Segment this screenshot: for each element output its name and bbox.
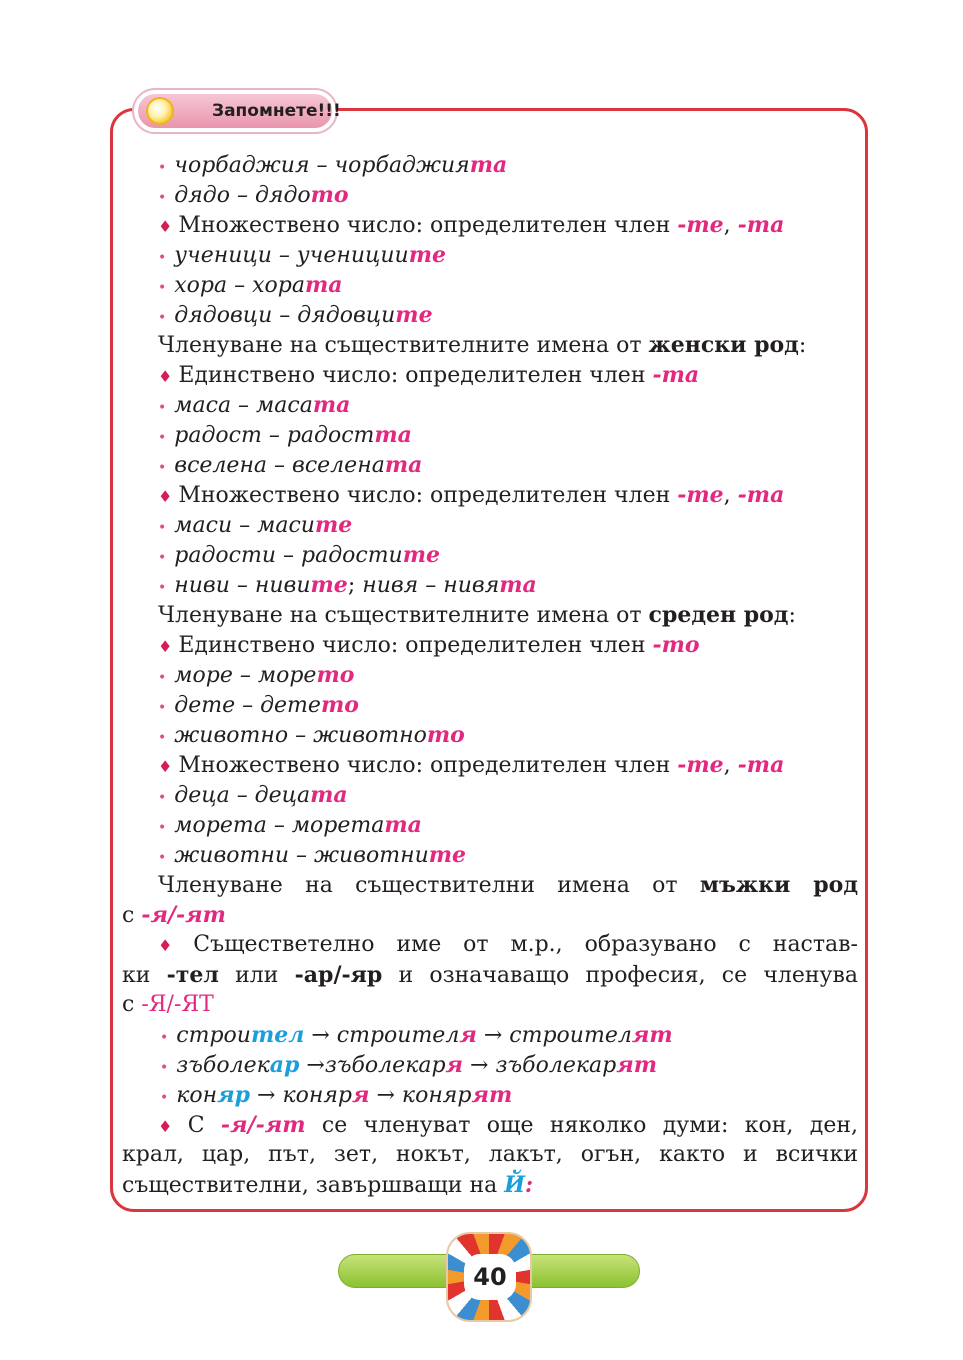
bullet-icon: • xyxy=(158,550,167,566)
bullet-icon: • xyxy=(160,1090,169,1106)
rule-line: ♦ С -я/-ят се членуват още няколко думи: кон, ден, xyxy=(158,1112,859,1138)
heading-line: Членуване на съществителни имена от мъжки род xyxy=(158,872,858,898)
bullet-icon: • xyxy=(158,310,167,326)
example-line: • маса – масата xyxy=(158,392,351,418)
example-line: • хора – хората xyxy=(158,272,343,298)
page-number: 40 xyxy=(473,1263,507,1291)
rule-line: ♦ Съществетелно име от м.р., образувано с настав- xyxy=(158,932,858,957)
bullet-icon: • xyxy=(158,430,167,446)
rule-line: ♦ Множествено число: определителен член -те, -та xyxy=(158,752,785,778)
diamond-icon: ♦ xyxy=(158,1117,182,1136)
diamond-icon: ♦ xyxy=(158,936,188,955)
lightbulb-icon xyxy=(146,97,174,125)
example-line: • маси – масите xyxy=(158,512,353,538)
rule-line: ♦ Единствено число: определителен член -то xyxy=(158,632,700,658)
example-line: • дете – детето xyxy=(158,692,359,718)
example-line: • ниви – нивите; нивя – нивята xyxy=(158,572,537,598)
remember-label: Запомнете!!! xyxy=(212,101,341,121)
bullet-icon: • xyxy=(158,520,167,536)
text-line: крал, цар, път, зет, нокът, лакът, огън, както и всички xyxy=(122,1142,858,1167)
heading-line: Членуване на съществителните имена от женски род: xyxy=(158,332,807,358)
diamond-icon: ♦ xyxy=(158,637,173,656)
example-line: • животно – животното xyxy=(158,722,465,748)
heading-line: с -я/-ят xyxy=(122,902,226,928)
rule-line: ♦ Множествено число: определителен член -те, -та xyxy=(158,482,785,508)
bullet-icon: • xyxy=(158,160,167,176)
text-line: съществителни, завършващи на Й: xyxy=(122,1172,534,1198)
bullet-icon: • xyxy=(158,190,167,206)
example-line: • строител → строителя → строителят xyxy=(160,1022,673,1048)
bullet-icon: • xyxy=(160,1030,169,1046)
rule-line: ♦ Множествено число: определителен член -те, -та xyxy=(158,212,785,238)
remember-badge xyxy=(132,88,341,134)
bullet-icon: • xyxy=(158,700,167,716)
diamond-icon: ♦ xyxy=(158,487,173,506)
example-line: • коняр → коняря → конярят xyxy=(160,1082,513,1108)
example-line: • животни – животните xyxy=(158,842,467,868)
bullet-icon: • xyxy=(158,580,167,596)
bullet-icon: • xyxy=(158,820,167,836)
bullet-icon: • xyxy=(158,250,167,266)
example-line: • ученици – ученициите xyxy=(158,242,446,268)
example-line: • чорбаджия – чорбаджията xyxy=(158,152,508,178)
bullet-icon: • xyxy=(158,670,167,686)
bullet-icon: • xyxy=(158,790,167,806)
rule-text xyxy=(122,150,858,1200)
bullet-icon: • xyxy=(158,460,167,476)
example-line: • дядовци – дядовците xyxy=(158,302,433,328)
example-line: • зъболекар →зъболекаря → зъболекарят xyxy=(160,1052,657,1078)
example-line: • деца – децата xyxy=(158,782,348,808)
bullet-icon: • xyxy=(158,400,167,416)
example-line: • вселена – вселената xyxy=(158,452,423,478)
rule-line: с -Я/-ЯТ xyxy=(122,992,214,1017)
bullet-icon: • xyxy=(158,280,167,296)
rule-line: ки -тел или -ар/-яр и означаващо професия, се членува xyxy=(122,962,858,988)
example-line: • морета – моретата xyxy=(158,812,422,838)
example-line: • радости – радостите xyxy=(158,542,441,568)
example-line: • радост – радостта xyxy=(158,422,412,448)
rule-line: ♦ Единствено число: определителен член -та xyxy=(158,362,700,388)
diamond-icon: ♦ xyxy=(158,757,173,776)
bullet-icon: • xyxy=(158,850,167,866)
heading-line: Членуване на съществителните имена от среден род: xyxy=(158,602,796,628)
example-line: • море – морето xyxy=(158,662,355,688)
remember-badge-fill xyxy=(138,94,341,128)
example-line: • дядо – дядото xyxy=(158,182,349,208)
bullet-icon: • xyxy=(158,730,167,746)
diamond-icon: ♦ xyxy=(158,217,173,236)
diamond-icon: ♦ xyxy=(158,367,173,386)
bullet-icon: • xyxy=(160,1060,169,1076)
